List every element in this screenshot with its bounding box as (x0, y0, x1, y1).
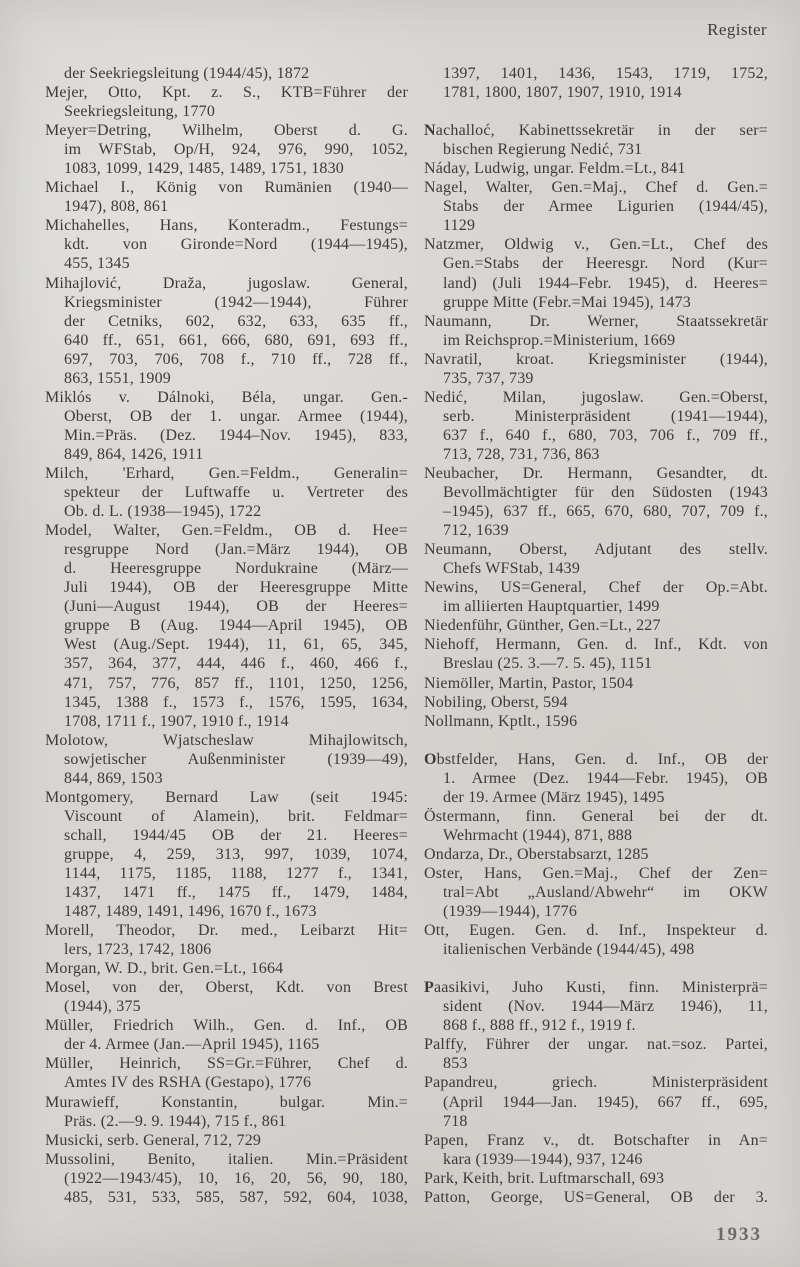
index-entry-line: Oberst, OB der 1. ungar. Armee (1944), (64, 407, 408, 425)
index-entry-line: Niemöller, Martin, Pastor, 1504 (424, 674, 634, 692)
index-entry-line: Nollmann, Kptlt., 1596 (424, 712, 578, 730)
index-entry-line: 485, 531, 533, 585, 587, 592, 604, 1038, (64, 1188, 408, 1206)
index-entry-line: Müller, Heinrich, SS=Gr.=Führer, Chef d. (45, 1055, 408, 1073)
index-entry-line: Ondarza, Dr., Oberstabsarzt, 1285 (424, 845, 649, 863)
index-entry-line: 849, 864, 1426, 1911 (64, 445, 204, 463)
index-entry-line: resgruppe Nord (Jan.=März 1944), OB (64, 541, 408, 559)
index-entry-line: 1437, 1471 ff., 1475 ff., 1479, 1484, (64, 884, 408, 902)
index-entry-line: sowjetischer Außenminister (1939—49), (64, 750, 408, 768)
index-entry-line: Viscount of Alamein), brit. Feldmar= (64, 807, 408, 825)
blank-line (424, 959, 768, 978)
index-entry-line: kdt. von Gironde=Nord (1944—1945), (64, 236, 408, 254)
index-entry-line: der Seekriegsleitung (1944/45), 1872 (64, 65, 310, 82)
index-entry-line: 640 ff., 651, 661, 666, 680, 691, 693 ff., (64, 331, 408, 349)
index-entry-line: 1397, 1401, 1436, 1543, 1719, 1752, (443, 65, 768, 82)
index-entry-line: d. Heeresgruppe Nordukraine (März— (64, 560, 408, 578)
index-entry-line: Navratil, kroat. Kriegsminister (1944), (424, 350, 768, 368)
index-entry-line: im alliierten Hauptquartier, 1499 (443, 598, 660, 616)
index-entry-line: 718 (443, 1112, 468, 1130)
index-entry-line: 712, 1639 (443, 522, 509, 540)
index-entry-line: Papen, Franz v., dt. Botschafter in An= (424, 1131, 768, 1149)
index-entry-line: Park, Keith, brit. Luftmarschall, 693 (424, 1169, 665, 1187)
index-entry-line: Palffy, Führer der ungar. nat.=soz. Partei, (424, 1036, 768, 1054)
index-entry-line: 1083, 1099, 1429, 1485, 1489, 1751, 1830 (64, 160, 344, 178)
index-entry-line: Milch, 'Erhard, Gen.=Feldm., Generalin= (45, 464, 408, 482)
index-entry-line: 1947), 808, 861 (64, 198, 169, 216)
index-entry-line: Paasikivi, Juho Kusti, finn. Ministerprä= (424, 979, 768, 997)
index-entry-line: Kriegsminister (1942—1944), Führer (64, 293, 408, 311)
index-entry-line: Niedenführ, Günther, Gen.=Lt., 227 (424, 617, 661, 635)
index-entry-line: Model, Walter, Gen.=Feldm., OB d. Hee= (45, 522, 408, 540)
index-entry-line: Obstfelder, Hans, Gen. d. Inf., OB der (424, 750, 768, 768)
index-entry-line: Náday, Ludwig, ungar. Feldm.=Lt., 841 (424, 160, 686, 178)
index-entry-line: serb. Ministerpräsident (1941—1944), (443, 407, 768, 425)
index-entry-line: Patton, George, US=General, OB der 3. (424, 1188, 768, 1206)
index-entry-line: (1922—1943/45), 10, 16, 20, 56, 90, 180, (64, 1169, 408, 1187)
index-entry-line: Mussolini, Benito, italien. Min.=Präsident (45, 1150, 408, 1168)
index-entry-line: land) (Juli 1944–Febr. 1945), d. Heeres= (443, 274, 768, 292)
index-entry-line: –1945), 637 ff., 665, 670, 680, 707, 709 f., (443, 503, 768, 521)
index-entry-line: 1487, 1489, 1491, 1496, 1670 f., 1673 (64, 903, 317, 921)
index-entry-line: Nobiling, Oberst, 594 (424, 693, 568, 711)
index-entry-line: der 19. Armee (März 1945), 1495 (443, 788, 665, 806)
index-entry-line: 637 f., 640 f., 680, 703, 706 f., 709 ff., (443, 426, 768, 444)
index-entry-line: Molotow, Wjatscheslaw Mihajlowitsch, (45, 731, 408, 749)
section-initial: N (424, 122, 436, 140)
index-entry-line: Morgan, W. D., brit. Gen.=Lt., 1664 (45, 960, 284, 978)
index-entry-line: gruppe, 4, 259, 313, 997, 1039, 1074, (64, 845, 408, 863)
index-entry-line: im Reichsprop.=Ministerium, 1669 (443, 331, 676, 349)
index-entry-line: spekteur der Luftwaffe u. Vertreter des (64, 484, 408, 502)
index-entry-line: Ob. d. L. (1938—1945), 1722 (64, 503, 262, 521)
index-entry-line: Seekriegsleitung, 1770 (64, 103, 216, 121)
index-entry-line: Michahelles, Hans, Konteradm., Festungs= (45, 217, 408, 235)
index-entry-line: 863, 1551, 1909 (64, 369, 171, 387)
index-entry-line: gruppe B (Aug. 1944—April 1945), OB (64, 617, 408, 635)
index-entry-line: Min.=Präs. (Dez. 1944–Nov. 1945), 833, (64, 426, 408, 444)
index-entry-line: im WFStab, Op/H, 924, 976, 990, 1052, (64, 141, 408, 159)
index-entry-line: (Juni—August 1944), OB der Heeres= (64, 598, 408, 616)
index-entry-line: Präs. (2.—9. 9. 1944), 715 f., 861 (64, 1112, 287, 1130)
index-entry-line: Neubacher, Dr. Hermann, Gesandter, dt. (424, 464, 768, 482)
index-entry-line: Nagel, Walter, Gen.=Maj., Chef d. Gen.= (424, 179, 768, 197)
running-head: Register (707, 20, 767, 39)
index-entry-line: Oster, Hans, Gen.=Maj., Chef der Zen= (424, 864, 768, 882)
index-entry-line: Mosel, von der, Oberst, Kdt. von Brest (45, 979, 408, 997)
index-entry-line: 853 (443, 1055, 468, 1073)
index-entry-line: Chefs WFStab, 1439 (443, 560, 581, 578)
index-entry-line: sident (Nov. 1944—März 1946), 11, (443, 998, 768, 1016)
index-entry-line: Breslau (25. 3.—7. 5. 45), 1151 (443, 655, 653, 673)
index-entry-line: Stabs der Armee Ligurien (1944/45), (443, 198, 768, 216)
index-entry-line: 357, 364, 377, 444, 446 f., 460, 466 f., (64, 655, 408, 673)
index-entry-line: 455, 1345 (64, 255, 130, 273)
index-entry-line: 1. Armee (Dez. 1944—Febr. 1945), OB (443, 769, 768, 787)
index-entry-line: 868 f., 888 ff., 912 f., 1919 f. (443, 1017, 636, 1035)
index-entry-line: Montgomery, Bernard Law (seit 1945: (45, 788, 408, 806)
index-entry-line: der 4. Armee (Jan.—April 1945), 1165 (64, 1036, 320, 1054)
index-entry-line: Neumann, Oberst, Adjutant des stellv. (424, 541, 768, 559)
index-entry-line: der Cetniks, 602, 632, 633, 635 ff., (64, 312, 408, 330)
index-entry-line: Müller, Friedrich Wilh., Gen. d. Inf., OB (45, 1017, 408, 1035)
blank-line (424, 102, 768, 121)
index-entry-line: Miklós v. Dálnoki, Béla, ungar. Gen.- (45, 388, 408, 406)
index-entry-line: Michael I., König von Rumänien (1940— (45, 179, 408, 197)
index-entry-line: West (Aug./Sept. 1944), 11, 61, 65, 345, (64, 636, 408, 654)
index-entry-line: 844, 869, 1503 (64, 769, 163, 787)
index-entry-line: Mejer, Otto, Kpt. z. S., KTB=Führer der (45, 84, 408, 102)
index-entry-line: Natzmer, Oldwig v., Gen.=Lt., Chef des (424, 236, 768, 254)
index-entry-line: Nedić, Milan, jugoslaw. Gen.=Oberst, (424, 388, 768, 406)
index-entry-line: Nachalloć, Kabinettssekretär in der ser= (424, 122, 768, 140)
index-entry-line: tral=Abt „Ausland/Abwehr“ im OKW (443, 884, 768, 902)
index-entry-line: gruppe Mitte (Febr.=Mai 1945), 1473 (443, 293, 691, 311)
index-entry-line: Papandreu, griech. Ministerpräsident (424, 1074, 768, 1092)
index-entry-line: 1781, 1800, 1807, 1907, 1910, 1914 (443, 84, 682, 102)
index-entry-line: schall, 1944/45 OB der 21. Heeres= (64, 826, 408, 844)
index-entry-line: 713, 728, 731, 736, 863 (443, 445, 600, 463)
index-entry-line: Meyer=Detring, Wilhelm, Oberst d. G. (45, 122, 408, 140)
index-entry-line: Newins, US=General, Chef der Op.=Abt. (424, 579, 768, 597)
index-entry-line: 697, 703, 706, 708 f., 710 ff., 728 ff., (64, 350, 408, 368)
index-entry-line: Naumann, Dr. Werner, Staatssekretär (424, 312, 768, 330)
index-entry-line: kara (1939—1944), 937, 1246 (443, 1150, 643, 1168)
index-entry-line: bischen Regierung Nedić, 731 (443, 141, 643, 159)
index-entry-line: (1939—1944), 1776 (443, 903, 578, 921)
index-entry-line: Östermann, finn. General bei der dt. (424, 807, 768, 825)
index-entry-line: 1345, 1388 f., 1573 f., 1576, 1595, 1634, (64, 693, 408, 711)
index-entry-line: lers, 1723, 1742, 1806 (64, 941, 212, 959)
index-entry-line: Morell, Theodor, Dr. med., Leibarzt Hit= (45, 922, 408, 940)
page-number: 1933 (716, 1224, 762, 1245)
index-entry-line: Juli 1944), OB der Heeresgruppe Mitte (64, 579, 408, 597)
index-entry-line: Wehrmacht (1944), 871, 888 (443, 826, 633, 844)
index-entry-line: Ott, Eugen. Gen. d. Inf., Inspekteur d. (424, 922, 768, 940)
index-entry-line: 1144, 1175, 1185, 1188, 1277 f., 1341, (64, 864, 408, 882)
index-entry-line: (1944), 375 (64, 998, 141, 1016)
index-column-right (424, 64, 768, 1207)
index-entry-line: (April 1944—Jan. 1945), 667 ff., 695, (443, 1093, 768, 1111)
index-entry-line: italienischen Verbände (1944/45), 498 (443, 941, 695, 959)
index-entry-line: Gen.=Stabs der Heeresgr. Nord (Kur= (443, 255, 768, 273)
index-column-left (45, 64, 408, 1207)
index-entry-line: 471, 757, 776, 857 ff., 1101, 1250, 1256, (64, 674, 408, 692)
index-entry-line: Murawieff, Konstantin, bulgar. Min.= (45, 1093, 408, 1111)
section-initial: P (424, 979, 434, 997)
blank-line (424, 731, 768, 750)
index-entry-line: Mihajlović, Draža, jugoslaw. General, (45, 274, 408, 292)
section-initial: O (424, 750, 437, 768)
index-entry-line: 1129 (443, 217, 476, 235)
index-entry-line: Musicki, serb. General, 712, 729 (45, 1131, 262, 1149)
index-entry-line: Bevollmächtigter für den Südosten (1943 (443, 484, 768, 502)
index-entry-line: 1708, 1711 f., 1907, 1910 f., 1914 (64, 712, 289, 730)
index-entry-line: Niehoff, Hermann, Gen. d. Inf., Kdt. von (424, 636, 768, 654)
index-entry-line: Amtes IV des RSHA (Gestapo), 1776 (64, 1074, 312, 1092)
index-entry-line: 735, 737, 739 (443, 369, 534, 387)
